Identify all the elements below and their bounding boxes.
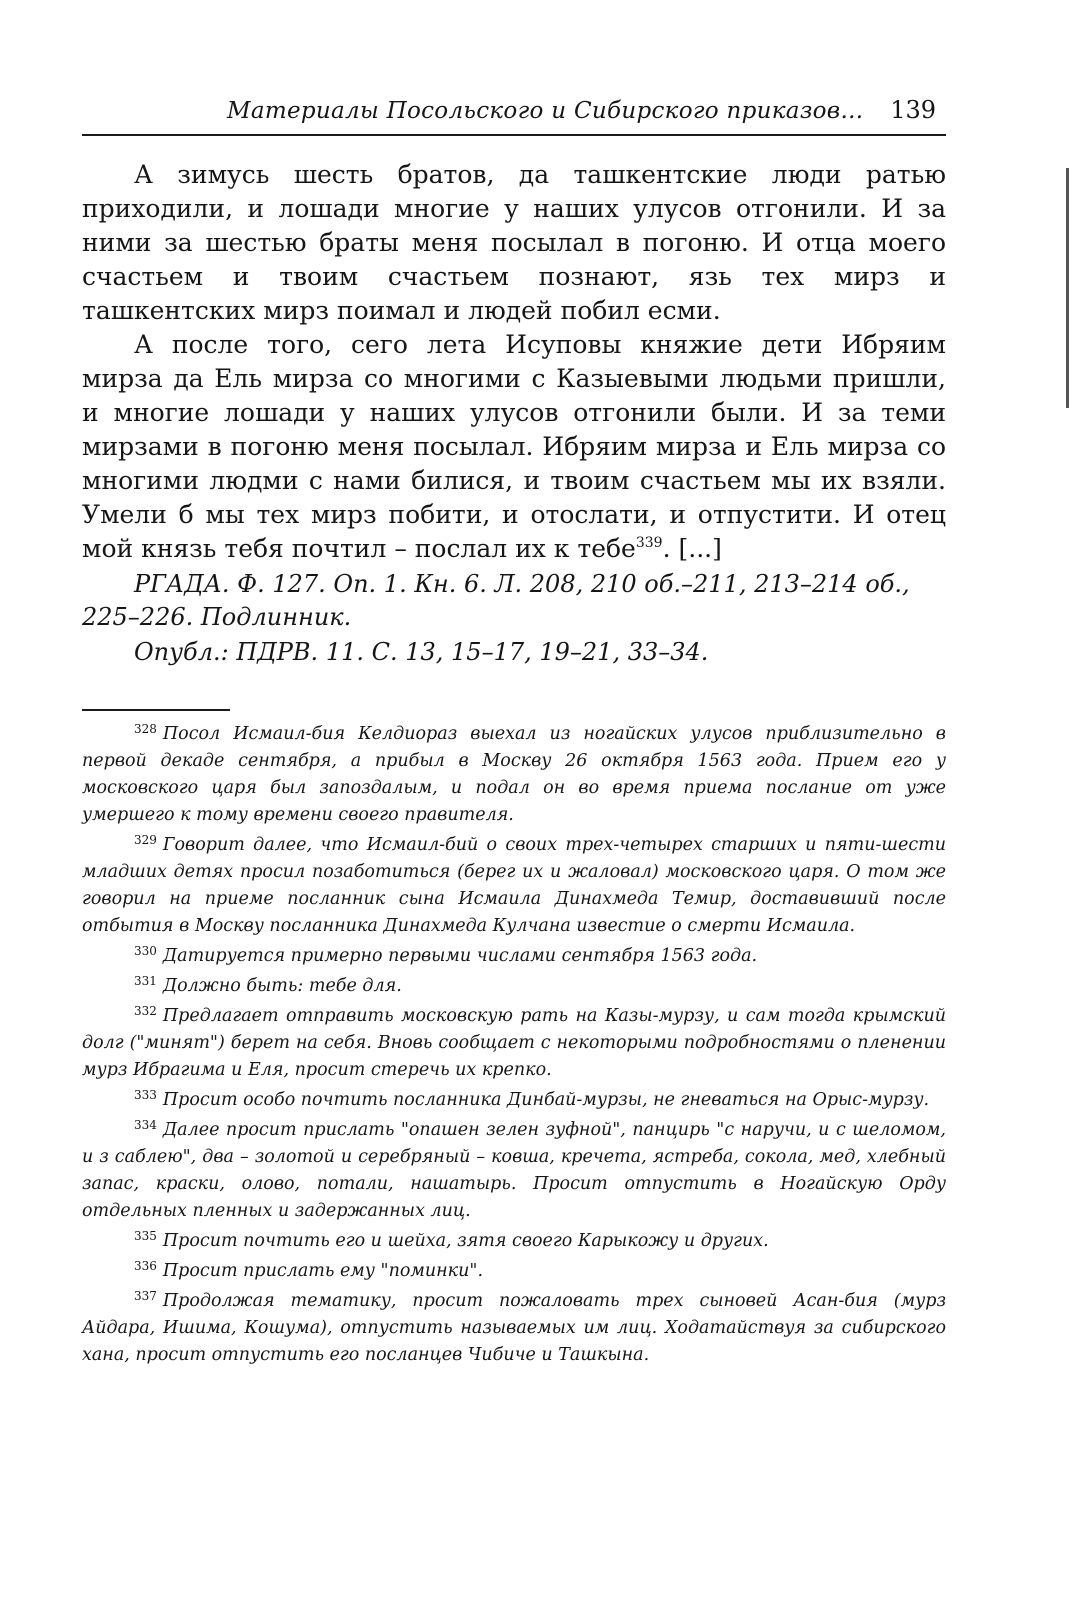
footnote-number: 328 xyxy=(134,722,157,736)
footnote xyxy=(82,1288,946,1369)
footnote-number: 334 xyxy=(134,1118,157,1132)
footnote-number: 337 xyxy=(134,1289,157,1303)
footnote-text: Далее просит прислать "опашен зелен зуфной", панцирь "с наручи, и с шеломом, и з саблею", два – золотой и серебряный – ковша, кречета, ястреба, сокола, мед, хлебный запас, краски, олово, потали, нашатырь. Просит отпустить в Ногайскую Орду отдельных пленных и задержанных лиц. xyxy=(82,1120,946,1221)
footnote xyxy=(82,1117,946,1225)
footnote-text: Говорит далее, что Исмаил-бий о своих трех-четырех старших и пяти-шести младших детях просил позаботиться (берег их и жаловал) московского царя. О том же говорил на приеме посланник сына Исмаила Динахмеда Темир, доставивший после отбытия в Москву посланника Динахмеда Кулчана известие о смерти Исмаила. xyxy=(82,835,946,936)
paragraph-2 xyxy=(82,328,946,566)
footnote-text: Просит прислать ему "поминки". xyxy=(162,1261,484,1281)
page-number: 139 xyxy=(890,96,936,124)
page-header xyxy=(82,96,946,136)
footnote-number: 330 xyxy=(134,944,157,958)
book-page xyxy=(82,96,946,1372)
footnote-number: 336 xyxy=(134,1259,157,1273)
footnote-text: Посол Исмаил-бия Келдиораз выехал из ногайских улусов приблизительно в первой декаде сентября, а прибыл в Москву 26 октября 1563 года. Прием его у московского царя был запоздалым, и подал он во время приема послание от уже умершего к тому времени своего правителя. xyxy=(82,724,946,825)
footnote-number: 335 xyxy=(134,1229,157,1243)
footnote xyxy=(82,1003,946,1084)
main-text xyxy=(82,158,946,669)
footnotes xyxy=(82,721,946,1369)
paragraph-1: А зимусь шесть братов, да ташкентские люди ратью приходили, и лошади многие у наших улусов отгонили. И за ними за шестью браты меня посылал в погоню. И отца моего счастьем и твоим счастьем познают, язь тех мирз и ташкентских мирз поимал и людей побил есми. xyxy=(82,160,946,325)
footnote-text: Предлагает отправить московскую рать на Казы-мурзу, и сам тогда крымский долг ("минят") берет на себя. Вновь сообщает с некоторыми подробностями о пленении мурз Ибрагима и Еля, просит стеречь их крепко. xyxy=(82,1006,946,1080)
footnote xyxy=(82,943,946,970)
footnote-number: 333 xyxy=(134,1088,157,1102)
footnote xyxy=(82,973,946,1000)
footnote xyxy=(82,1087,946,1114)
footnote-separator xyxy=(82,709,230,711)
paragraph-2-text: А после того, сего лета Исуповы княжие дети Ибряим мирза да Ель мирза со многими с Казыевыми людьми пришли, и многие лошади у наших улусов отгонили были. И за теми мирзами в погоню меня посылал. Ибряим мирза и Ель мирза со многими людми с нами билися, и твоим счастьем мы их взяли. Умели б мы тех мирз побити, и отослати, и отпустити. И отец мой князь тебя почтил – послал их к тебе xyxy=(82,330,946,563)
archive-source: РГАДА. Ф. 127. Оп. 1. Кн. 6. Л. 208, 210 об.–211, 213–214 об., 225–226. Подлинник. xyxy=(82,570,910,631)
footnote-number: 329 xyxy=(134,833,157,847)
footnote-text: Продолжая тематику, просит пожаловать трех сыновей Асан-бия (мурз Айдара, Ишима, Кошума), отпустить называемых им лиц. Ходатайствуя за сибирского хана, просит отпустить его посланцев Чибиче и Ташкына. xyxy=(82,1291,946,1365)
publication-note: Опубл.: ПДРВ. 11. С. 13, 15–17, 19–21, 33–34. xyxy=(134,638,709,666)
scan-margin-line xyxy=(1066,168,1069,408)
footnote xyxy=(82,1228,946,1255)
footnote-text: Просит почтить его и шейха, зятя своего Карыкожу и других. xyxy=(162,1231,769,1251)
footnote-number: 332 xyxy=(134,1004,157,1018)
paragraph-2-tail: . [...] xyxy=(662,534,722,563)
running-title: Материалы Посольского и Сибирского приказов... xyxy=(227,98,864,124)
footnote-text: Датируется примерно первыми числами сентября 1563 года. xyxy=(162,946,758,966)
footnote-ref-339: 339 xyxy=(635,535,663,551)
footnote xyxy=(82,832,946,940)
footnote-text: Просит особо почтить посланника Динбай-мурзы, не гневаться на Орыс-мурзу. xyxy=(162,1090,930,1110)
footnote xyxy=(82,1258,946,1285)
footnote-text: Должно быть: тебе для. xyxy=(162,976,402,996)
footnote-number: 331 xyxy=(134,974,157,988)
footnote xyxy=(82,721,946,829)
